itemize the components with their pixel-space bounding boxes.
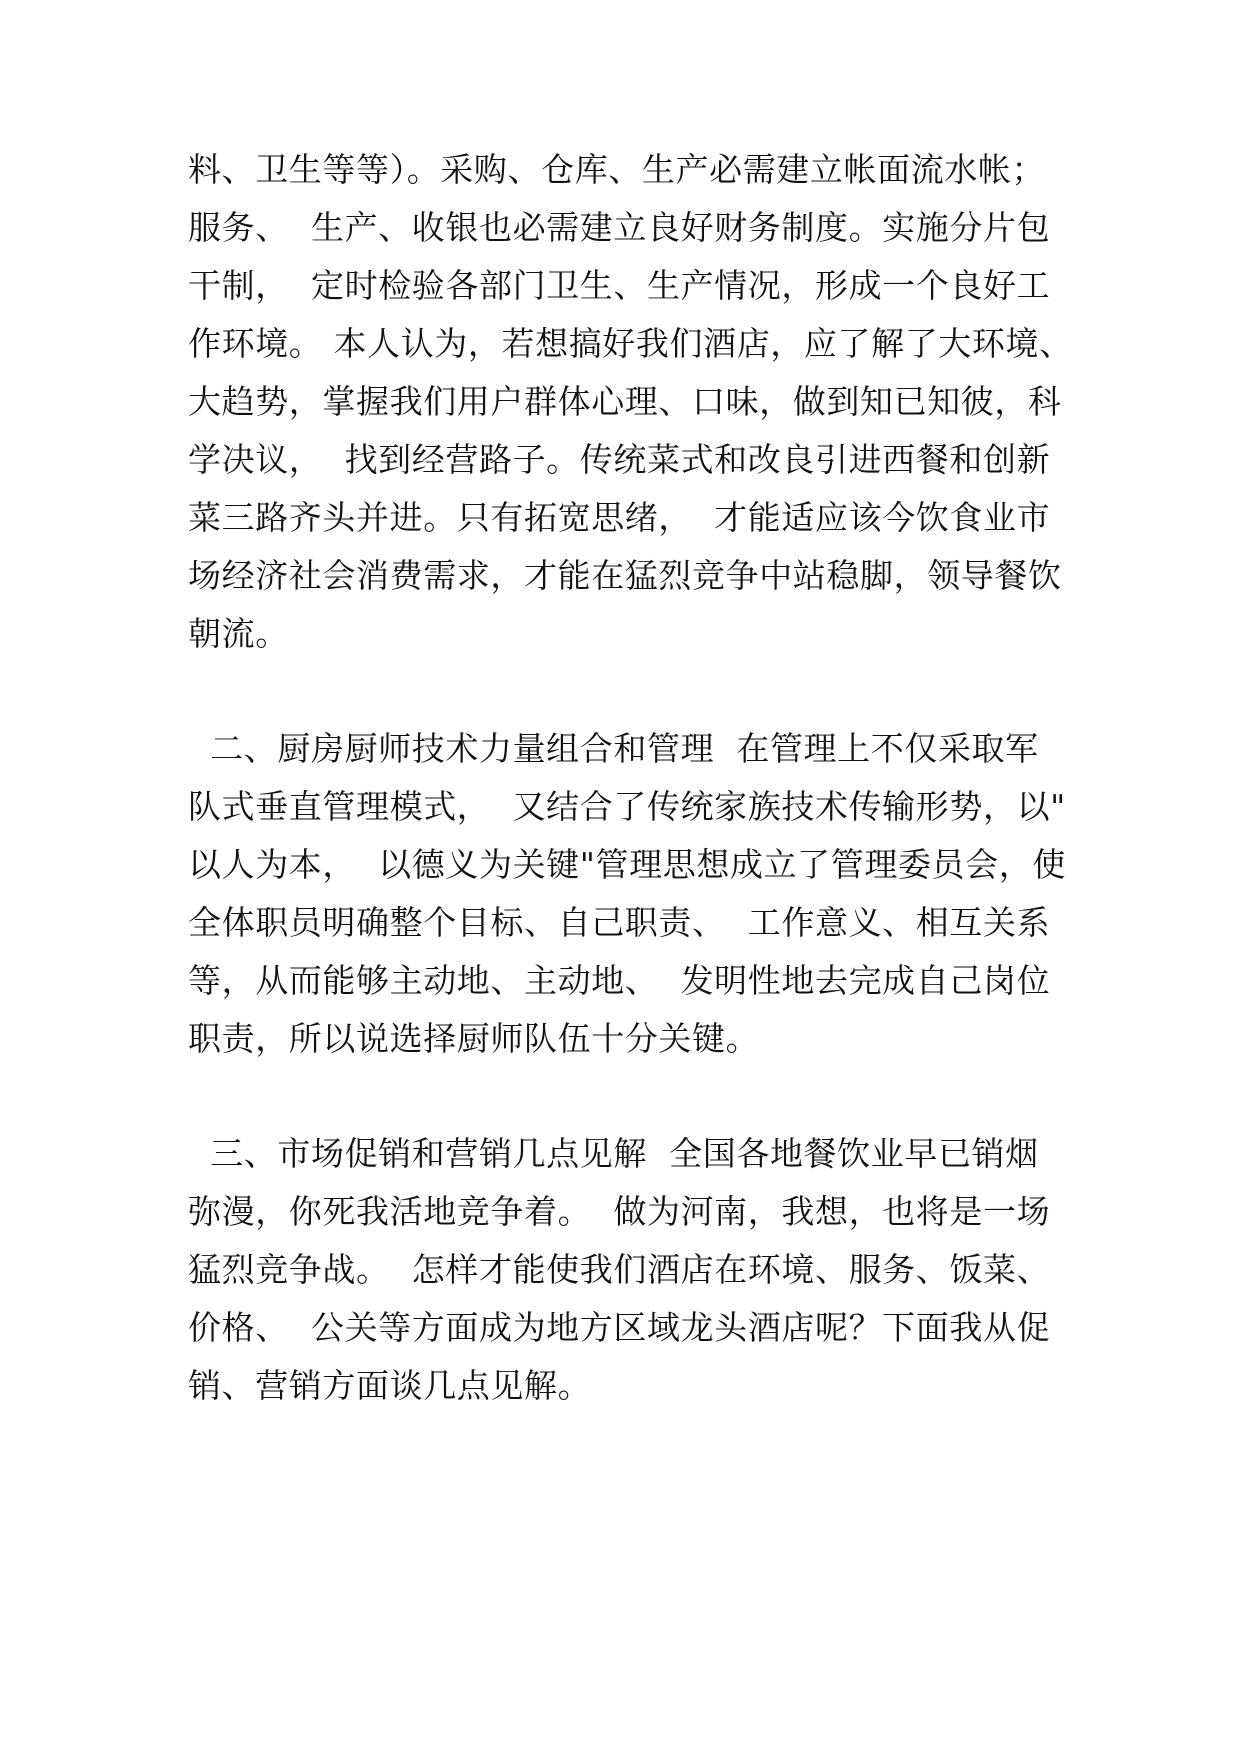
paragraph-line: 作环境。 本人认为，若想搞好我们酒店，应了解了大环境、 <box>188 324 1073 363</box>
paragraph-line: 菜三路齐头并进。只有拓宽思绪， 才能适应该今饮食业市 <box>188 498 1051 537</box>
paragraph-line: 干制， 定时检验各部门卫生、生产情况，形成一个良好工 <box>188 266 1051 305</box>
paragraph-line: 料、卫生等等）。采购、仓库、生产必需建立帐面流水帐； <box>188 150 1046 189</box>
paragraph-line: 等，从而能够主动地、主动地、 发明性地去完成自己岗位 <box>188 961 1051 1000</box>
paragraph-line: 大趋势，掌握我们用户群体心理、口味，做到知已知彼，科 <box>188 382 1062 421</box>
paragraph-line: 以人为本， 以德义为关键"管理思想成立了管理委员会，使 <box>188 845 1066 884</box>
paragraph-line: 全体职员明确整个目标、自己职责、 工作意义、相互关系 <box>188 903 1051 942</box>
paragraph-line: 场经济社会消费需求，才能在猛烈竞争中站稳脚，领导餐饮 <box>188 556 1062 595</box>
paragraph-line: 队式垂直管理模式， 又结合了传统家族技术传输形势，以" <box>188 787 1066 826</box>
paragraph-line: 三、市场促销和营销几点见解 全国各地餐饮业早已销烟 <box>188 1134 1039 1173</box>
paragraph-line: 服务、 生产、收银也必需建立良好财务制度。实施分片包 <box>188 208 1051 247</box>
paragraph-line: 学决议， 找到经营路子。传统菜式和改良引进西餐和创新 <box>188 440 1051 479</box>
paragraph-line: 价格、 公关等方面成为地方区域龙头酒店呢？下面我从促 <box>188 1308 1051 1347</box>
paragraph-line: 弥漫，你死我活地竞争着。 做为河南，我想，也将是一场 <box>188 1192 1051 1231</box>
paragraph-line: 职责，所以说选择厨师队伍十分关键。 <box>188 1019 760 1058</box>
paragraph-line: 二、厨房厨师技术力量组合和管理 在管理上不仅采取军 <box>188 729 1039 768</box>
paragraph-line: 猛烈竞争战。 怎样才能使我们酒店在环境、服务、饭菜、 <box>188 1250 1051 1289</box>
paragraph-line: 销、营销方面谈几点见解。 <box>188 1366 592 1405</box>
paragraph-line: 朝流。 <box>188 614 289 653</box>
